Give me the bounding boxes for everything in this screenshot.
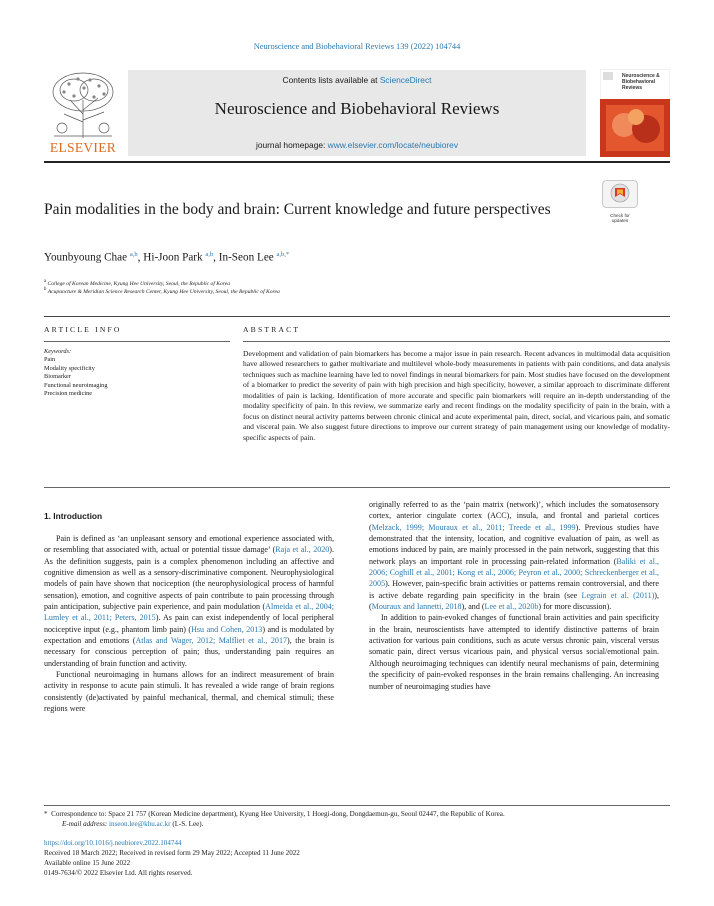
citation-link[interactable]: Mouraux and Iannetti, 2018 xyxy=(371,602,462,612)
body-paragraph xyxy=(369,612,659,691)
affiliation-sup: a xyxy=(44,279,47,284)
section-rule xyxy=(44,316,670,317)
author-affil-sup[interactable]: a,b xyxy=(129,251,138,258)
citation-link[interactable]: Legrain et al. (2011) xyxy=(581,590,655,600)
keyword: Biomarker xyxy=(44,373,71,381)
author-name[interactable]: Younbyoung Chae xyxy=(44,251,128,264)
abstract-end-rule xyxy=(44,487,670,488)
author-affil-sup[interactable]: a,b,* xyxy=(276,251,290,258)
copyright: 0149-7634/© 2022 Elsevier Ltd. All rights reserved. xyxy=(44,869,193,877)
body-paragraph xyxy=(44,669,334,714)
homepage-line xyxy=(128,140,586,150)
article-info-rule xyxy=(44,341,230,342)
footnote-mark: * xyxy=(44,810,48,818)
article-info-heading: ARTICLE INFO xyxy=(44,325,122,334)
header-rule xyxy=(44,161,670,163)
abstract-rule xyxy=(243,341,670,342)
journal-homepage-link[interactable]: www.elsevier.com/locate/neubiorev xyxy=(327,140,459,150)
body-text: Pain is defined as ‘an unpleasant sensory and emotional experience associated with, or resembling that associated with, actual or potential tissue damage’ ( xyxy=(44,534,334,555)
body-text: originally referred to as the ‘pain matrix (network)’, which includes the somatosensory cortex, anterior cingulate cortex (ACC), insula, and frontal and parietal cortices ( xyxy=(369,500,659,532)
body-text: ), and ( xyxy=(461,602,485,612)
keyword: Modality specificity xyxy=(44,364,95,372)
body-text: ). As the definition suggests, pain is a complex phenomenon including an affective and cognitive dimension as well as a sensory-discriminative component. Neurophysiological models of pain have shown that nociception (the neurophysiological process of harmful sensation), emotion, and cognitive aspects of pain contribute to pain processing through pain anticipation, subjective pain experience, and pain modulation ( xyxy=(44,545,334,612)
keyword: Pain xyxy=(44,356,56,364)
homepage-prefix: journal homepage: xyxy=(255,140,328,150)
body-column-right xyxy=(369,499,659,692)
check-for-updates-badge[interactable] xyxy=(602,180,638,223)
author-name[interactable]: Hi-Joon Park xyxy=(143,251,203,264)
body-column-left xyxy=(44,533,334,715)
abstract-heading: ABSTRACT xyxy=(243,325,301,334)
journal-cover-image xyxy=(600,69,670,157)
author-name[interactable]: In-Seon Lee xyxy=(218,251,274,264)
check-label: Check for updates xyxy=(610,213,630,223)
footnote-rule xyxy=(44,805,670,806)
keywords-label: Keywords: xyxy=(44,348,72,355)
affiliation xyxy=(44,279,230,287)
body-text: ), ( xyxy=(369,590,659,612)
body-text: ) for more discussion). xyxy=(538,602,612,612)
journal-citation[interactable]: Neuroscience and Biobehavioral Reviews 139 (2022) 104744 xyxy=(253,42,461,51)
author-list: Younbyoung Chae $^{a,b}$, Hi-Joon Park $^{a,b}$, In-Seon Lee $^{a,b,*}$ xyxy=(44,251,290,264)
citation-link[interactable]: Baliki et al., 2006; Coghill et al., 2001; Kong et al., 2006; Peyron et al., 2000; Schreckenberger et al., 2005 xyxy=(369,556,659,589)
elsevier-wordmark: ELSEVIER xyxy=(49,140,117,155)
body-text: ), the brain is necessary for conscious perception of pain; thus, understanding pain requires an understanding of brain function and activity. xyxy=(44,636,334,668)
doi-link[interactable]: https://doi.org/10.1016/j.neubiorev.2022.104744 xyxy=(44,839,182,847)
affiliation-text: College of Korean Medicine, Kyung Hee University, Seoul, the Republic of Korea xyxy=(47,280,231,287)
available-online: Available online 15 June 2022 xyxy=(44,859,131,867)
body-paragraph xyxy=(44,533,334,669)
email-link[interactable]: inseon.lee@khu.ac.kr xyxy=(109,820,171,828)
article-title: Pain modalities in the body and brain: Current knowledge and future perspectives xyxy=(44,201,551,218)
body-text: In addition to pain-evoked changes of functional brain activities and pain specificity in the brain, neuroscientists have attempted to identify distinctive patterns of brain activation for various pain conditions, such as acute versus chronic pain, visceral versus somatic pain, direct versus vicarious pain, and physical versus social/emotional pain. Although neuroimaging techniques can identify neural mechanisms of pain, determining the specificity of pain-evoked responses in the brain remains challenging. An increasing number of neuroimaging studies have xyxy=(369,613,659,691)
correspondence-footnote xyxy=(44,809,670,829)
body-paragraph xyxy=(369,499,659,612)
journal-name: Neuroscience and Biobehavioral Reviews xyxy=(214,99,500,118)
citation-link[interactable]: Melzack, 1999; Mouraux et al., 2011; Treede et al., 1999 xyxy=(371,522,576,532)
body-text: ). As pain can exist independently of local peripheral nociceptive input (e.g., phantom limb pain) ( xyxy=(44,613,335,634)
email-label: E-mail address: xyxy=(62,820,108,828)
author-affil-sup[interactable]: a,b xyxy=(205,251,214,258)
body-text: ). However, pain-specific brain activities or patterns remain controversial, and there is active debate regarding pain specificity in the brain (see xyxy=(369,579,659,600)
body-text: ). Previous studies have demonstrated that the intensity, location, and cognitive evaluation of pain, as well as emotions induced by pain, are mainly processed in the pain network, suggesting that this network plays an important role in processing pain-related information ( xyxy=(369,522,660,566)
affiliation xyxy=(44,287,280,295)
contents-line xyxy=(128,75,586,85)
cover-journal-title: Neuroscience & Biobehavioral Reviews xyxy=(622,73,660,91)
keyword: Functional neuroimaging xyxy=(44,381,108,389)
abstract-text: Development and validation of pain biomarkers has become a major issue in pain research. Recent advances in multimodal data acquisition have allowed researchers to gather multivariate and multilevel whole-body measurements in patients with pain conditions, and data analysis techniques such as machine learning have led to novel findings in neural biomarkers for pain. Most studies have focused on the development of a biomarker to predict the severity of pain with high precision and high specificity, however, a similar approach to discriminate different modalities of pain is lacking. Identification of more accurate and specific pain biomarkers will require an in-depth understanding of the modality specificity of pain. In this review, we summarize early and recent findings on the modality specificity of pain in the brain, with a focus on distinct neural activity patterns between chronic clinical and acute experimental pain, direct, social, and vicarious pain, and somatic and visceral pain. We also suggest future directions to improve our current strategy of pain management using our knowledge of modality-specific aspects of pain. xyxy=(243,349,670,442)
affiliation-text: Acupuncture & Meridian Science Research Center, Kyung Hee University, Seoul, the Republic of Korea xyxy=(47,288,280,295)
body-text: ) and is modulated by expectation and emotions ( xyxy=(44,624,335,646)
body-text: Functional neuroimaging in humans allows for an indirect measurement of brain activity in response to acute pain stimuli. It has revealed a wide range of brain regions consistently (de)activated by painful mechanical, thermal, and chemical stimuli; these regions were xyxy=(44,670,334,714)
contents-prefix: Contents lists available at xyxy=(282,75,380,85)
section-heading: 1. Introduction xyxy=(44,511,103,521)
citation-link[interactable]: Almeida et al., 2004; Lumley et al., 2011; Peters, 2015 xyxy=(44,602,334,623)
email-suffix: (I.-S. Lee). xyxy=(172,820,204,828)
sciencedirect-link[interactable]: ScienceDirect xyxy=(379,75,432,85)
citation-link[interactable]: Hsu and Cohen, 2013 xyxy=(191,624,263,634)
keyword: Precision medicine xyxy=(44,390,93,397)
correspondence-address: Correspondence to: Space 21 757 (Korean Medicine department), Kyung Hee University, 1 Hoegi-dong, Dongdaemun-gu, Seoul 02447, the Republic of Korea. xyxy=(51,810,505,818)
received-dates: Received 18 March 2022; Received in revised form 29 May 2022; Accepted 11 June 2022 xyxy=(44,849,300,857)
citation-link[interactable]: Lee et al., 2020b xyxy=(484,602,539,612)
citation-link[interactable]: Atlas and Wager, 2012; Malfliet et al., 2017 xyxy=(135,636,288,646)
citation-link[interactable]: Raja et al., 2020 xyxy=(275,545,330,555)
affiliation-sup: b xyxy=(44,287,47,292)
